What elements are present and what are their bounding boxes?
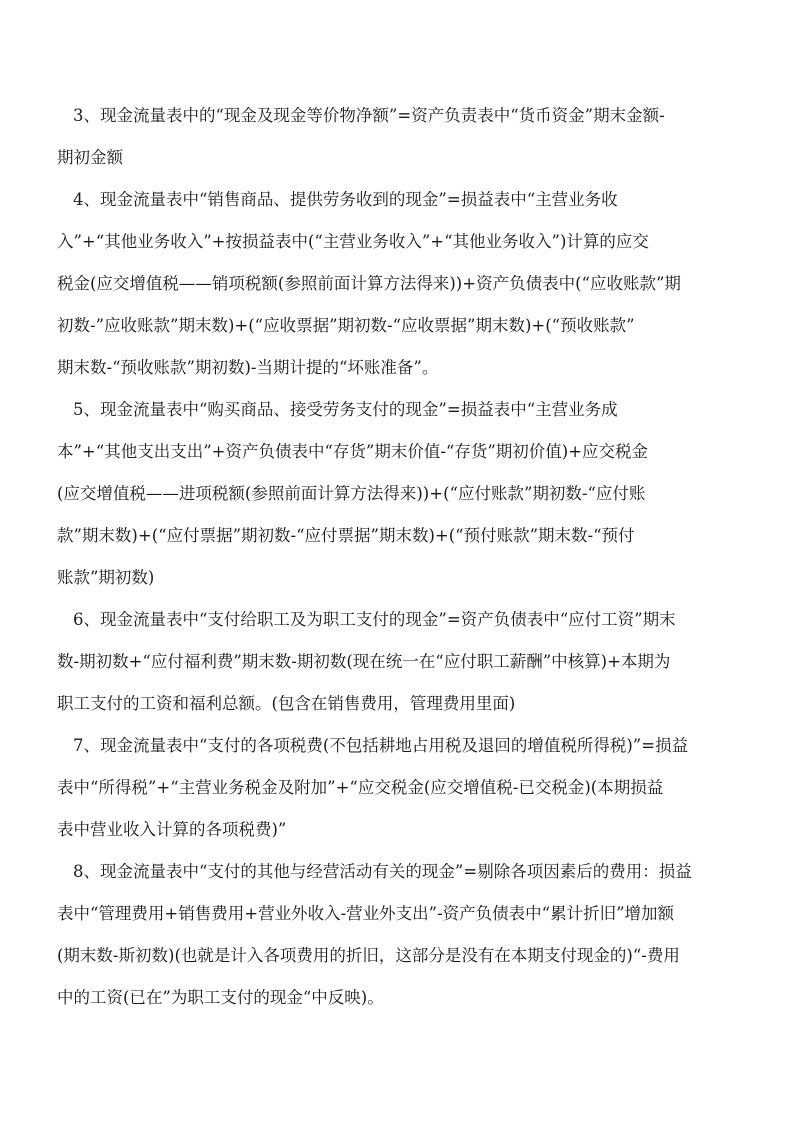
paragraph-5-line-1: 7、现金流量表中“支付的各项税费(不包括耕地占用税及退回的增值税所得税)”=损益 bbox=[73, 736, 689, 755]
paragraph-2-line-2: 入”+“其他业务收入”+按损益表中(“主营业务收入”+“其他业务收入”)计算的应交 bbox=[57, 232, 649, 251]
paragraph-4-line-1: 6、现金流量表中“支付给职工及为职工支付的现金”=资产负债表中“应付工资”期末 bbox=[73, 610, 676, 629]
paragraph-3-line-4: 款”期末数)+(“应付票据”期初数-“应付票据”期末数)+(“预付账款”期末数-“预付 bbox=[57, 526, 635, 545]
paragraph-3-line-2: 本”+“其他支出支出”+资产负债表中“存货”期末价值-“存货”期初价值)+应交税金 bbox=[57, 442, 649, 461]
paragraph-2-line-3: 税金(应交增值税——销项税额(参照前面计算方法得来))+资产负债表中(“应收账款”期 bbox=[57, 274, 681, 293]
paragraph-3-line-5: 账款”期初数) bbox=[57, 568, 155, 587]
paragraph-3-line-3: (应交增值税——进项税额(参照前面计算方法得来))+(“应付账款”期初数-“应付账 bbox=[57, 484, 646, 503]
paragraph-6-line-1: 8、现金流量表中“支付的其他与经营活动有关的现金”=剔除各项因素后的费用：损益 bbox=[73, 862, 692, 881]
paragraph-5-line-3: 表中营业收入计算的各项税费)” bbox=[57, 820, 287, 839]
paragraph-4-line-3: 职工支付的工资和福利总额。(包含在销售费用，管理费用里面) bbox=[57, 694, 516, 713]
paragraph-6-line-4: 中的工资(已在”为职工支付的现金“中反映)。 bbox=[57, 988, 384, 1007]
paragraph-3-line-1: 5、现金流量表中“购买商品、接受劳务支付的现金”=损益表中“主营业务成 bbox=[73, 400, 618, 419]
paragraph-1-line-1: 3、现金流量表中的“现金及现金等价物净额”=资产负责表中“货币资金”期末金额- bbox=[73, 106, 665, 125]
paragraph-4-line-2: 数-期初数+“应付福利费”期末数-期初数(现在统一在“应付职工薪酬”中核算)+本期为 bbox=[57, 652, 671, 671]
paragraph-2-line-5: 期末数-“预收账款”期初数)-当期计提的“坏账准备”。 bbox=[57, 358, 439, 377]
paragraph-6-line-3: (期末数-斯初数)(也就是计入各项费用的折旧，这部分是没有在本期支付现金的)“-费用 bbox=[57, 946, 680, 965]
paragraph-5-line-2: 表中“所得税”+“主营业务税金及附加”+“应交税金(应交增值税-已交税金)(本期损益 bbox=[57, 778, 664, 797]
paragraph-6-line-2: 表中“管理费用+销售费用+营业外收入-营业外支出”-资产负债表中“累计折旧”增加额 bbox=[57, 904, 675, 923]
paragraph-2-line-4: 初数-”应收账款”期末数)+(“应收票据”期初数-“应收票据”期末数)+(“预收账款” bbox=[57, 316, 635, 335]
paragraph-2-line-1: 4、现金流量表中“销售商品、提供劳务收到的现金”=损益表中“主营业务收 bbox=[73, 190, 618, 209]
paragraph-1-line-2: 期初金额 bbox=[57, 148, 123, 167]
